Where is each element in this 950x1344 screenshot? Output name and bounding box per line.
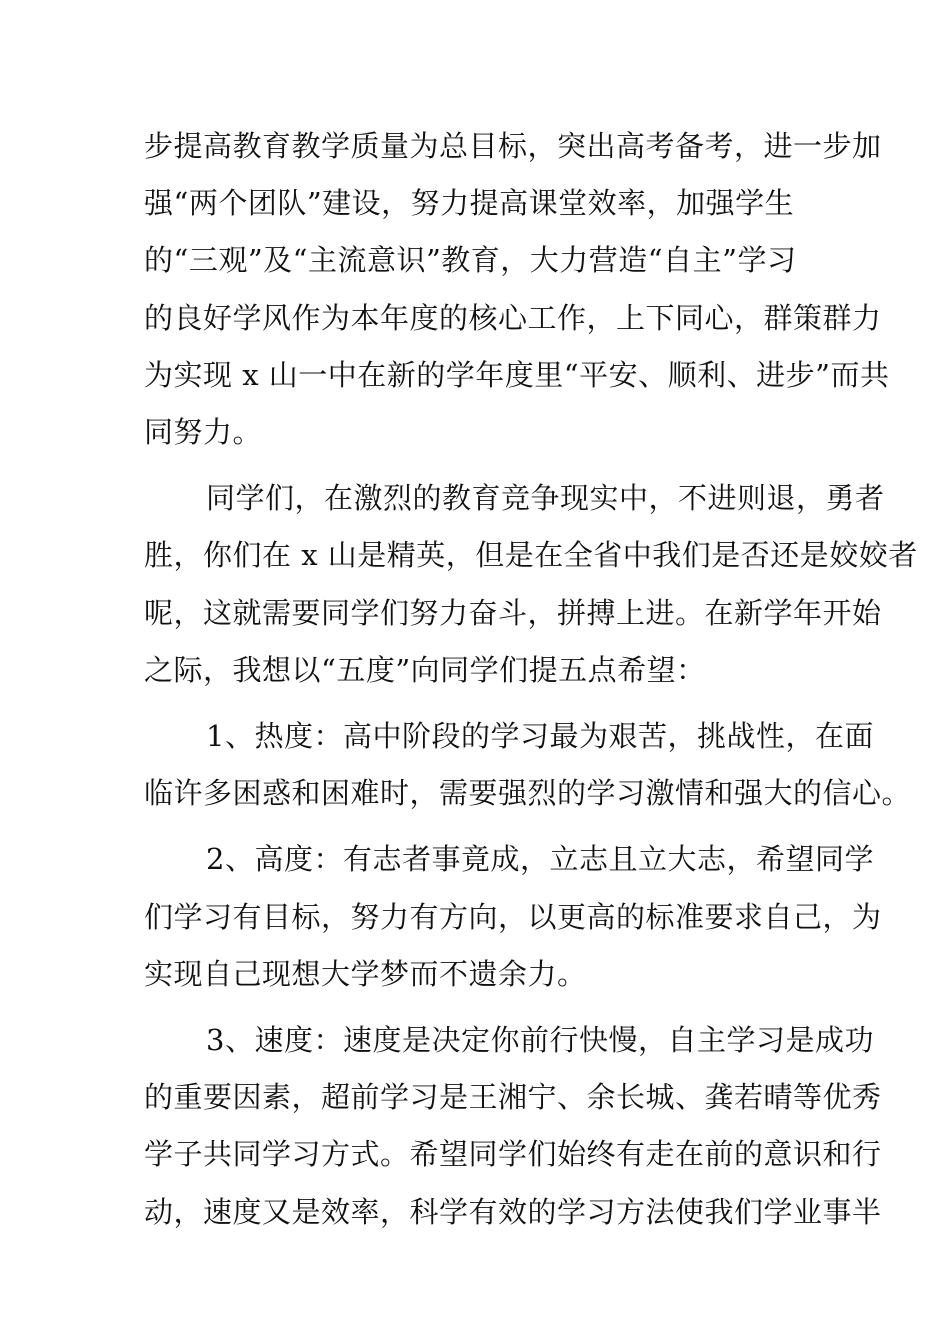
paragraph-gap bbox=[144, 461, 810, 470]
text-line: 的良好学风作为本年度的核心工作，上下同心，群策群力 bbox=[144, 300, 882, 335]
text-line: 的“三观”及“主流意识”教育，大力营造“自主”学习 bbox=[144, 243, 797, 278]
paragraph-gap bbox=[144, 699, 810, 708]
text-line: 步提高教育教学质量为总目标，突出高考备考，进一步加 bbox=[144, 129, 882, 163]
text-line: 们学习有目标，努力有方向，以更高的标准要求自己，为 bbox=[144, 899, 882, 934]
paragraph-point-1 bbox=[144, 708, 912, 822]
text-line: 呢，这就需要同学们努力奋斗，拼搏上进。在新学年开始 bbox=[144, 595, 882, 630]
text-line: 动，速度又是效率，科学有效的学习方法使我们学业事半 bbox=[144, 1194, 882, 1229]
document-body bbox=[144, 118, 918, 1241]
paragraph-point-2 bbox=[144, 831, 882, 1003]
text-line: 强“两个团队”建设，努力提高课堂效率，加强学生 bbox=[144, 186, 795, 221]
text-line: 3、速度：速度是决定你前行快慢，自主学习是成功 bbox=[206, 1023, 874, 1058]
paragraph-gap bbox=[144, 822, 810, 831]
text-line: 1、热度：高中阶段的学习最为艰苦，挑战性，在面 bbox=[206, 719, 874, 754]
paragraph-continuation bbox=[144, 118, 890, 461]
text-line: 同学们，在激烈的教育竞争现实中，不进则退，勇者 bbox=[206, 481, 885, 516]
text-line: 学子共同学习方式。希望同学们始终有走在前的意识和行 bbox=[144, 1137, 882, 1172]
text-line: 临许多困惑和困难时，需要强烈的学习激情和强大的信心。 bbox=[144, 776, 912, 811]
text-line: 2、高度：有志者事竟成，立志且立大志，希望同学 bbox=[206, 842, 874, 877]
text-line: 实现自己现想大学梦而不遗余力。 bbox=[144, 956, 587, 991]
text-line: 胜，你们在 x 山是精英，但是在全省中我们是否还是姣姣者 bbox=[144, 538, 918, 573]
text-line: 同努力。 bbox=[144, 415, 263, 450]
paragraph-students bbox=[144, 470, 918, 699]
text-line: 之际，我想以“五度”向同学们提五点希望： bbox=[144, 652, 706, 687]
text-line: 为实现 x 山一中在新的学年度里“平安、顺利、进步”而共 bbox=[144, 357, 890, 392]
paragraph-point-3 bbox=[144, 1012, 882, 1241]
text-line: 的重要因素，超前学习是王湘宁、余长城、龚若晴等优秀 bbox=[144, 1080, 882, 1115]
paragraph-gap bbox=[144, 1003, 810, 1012]
